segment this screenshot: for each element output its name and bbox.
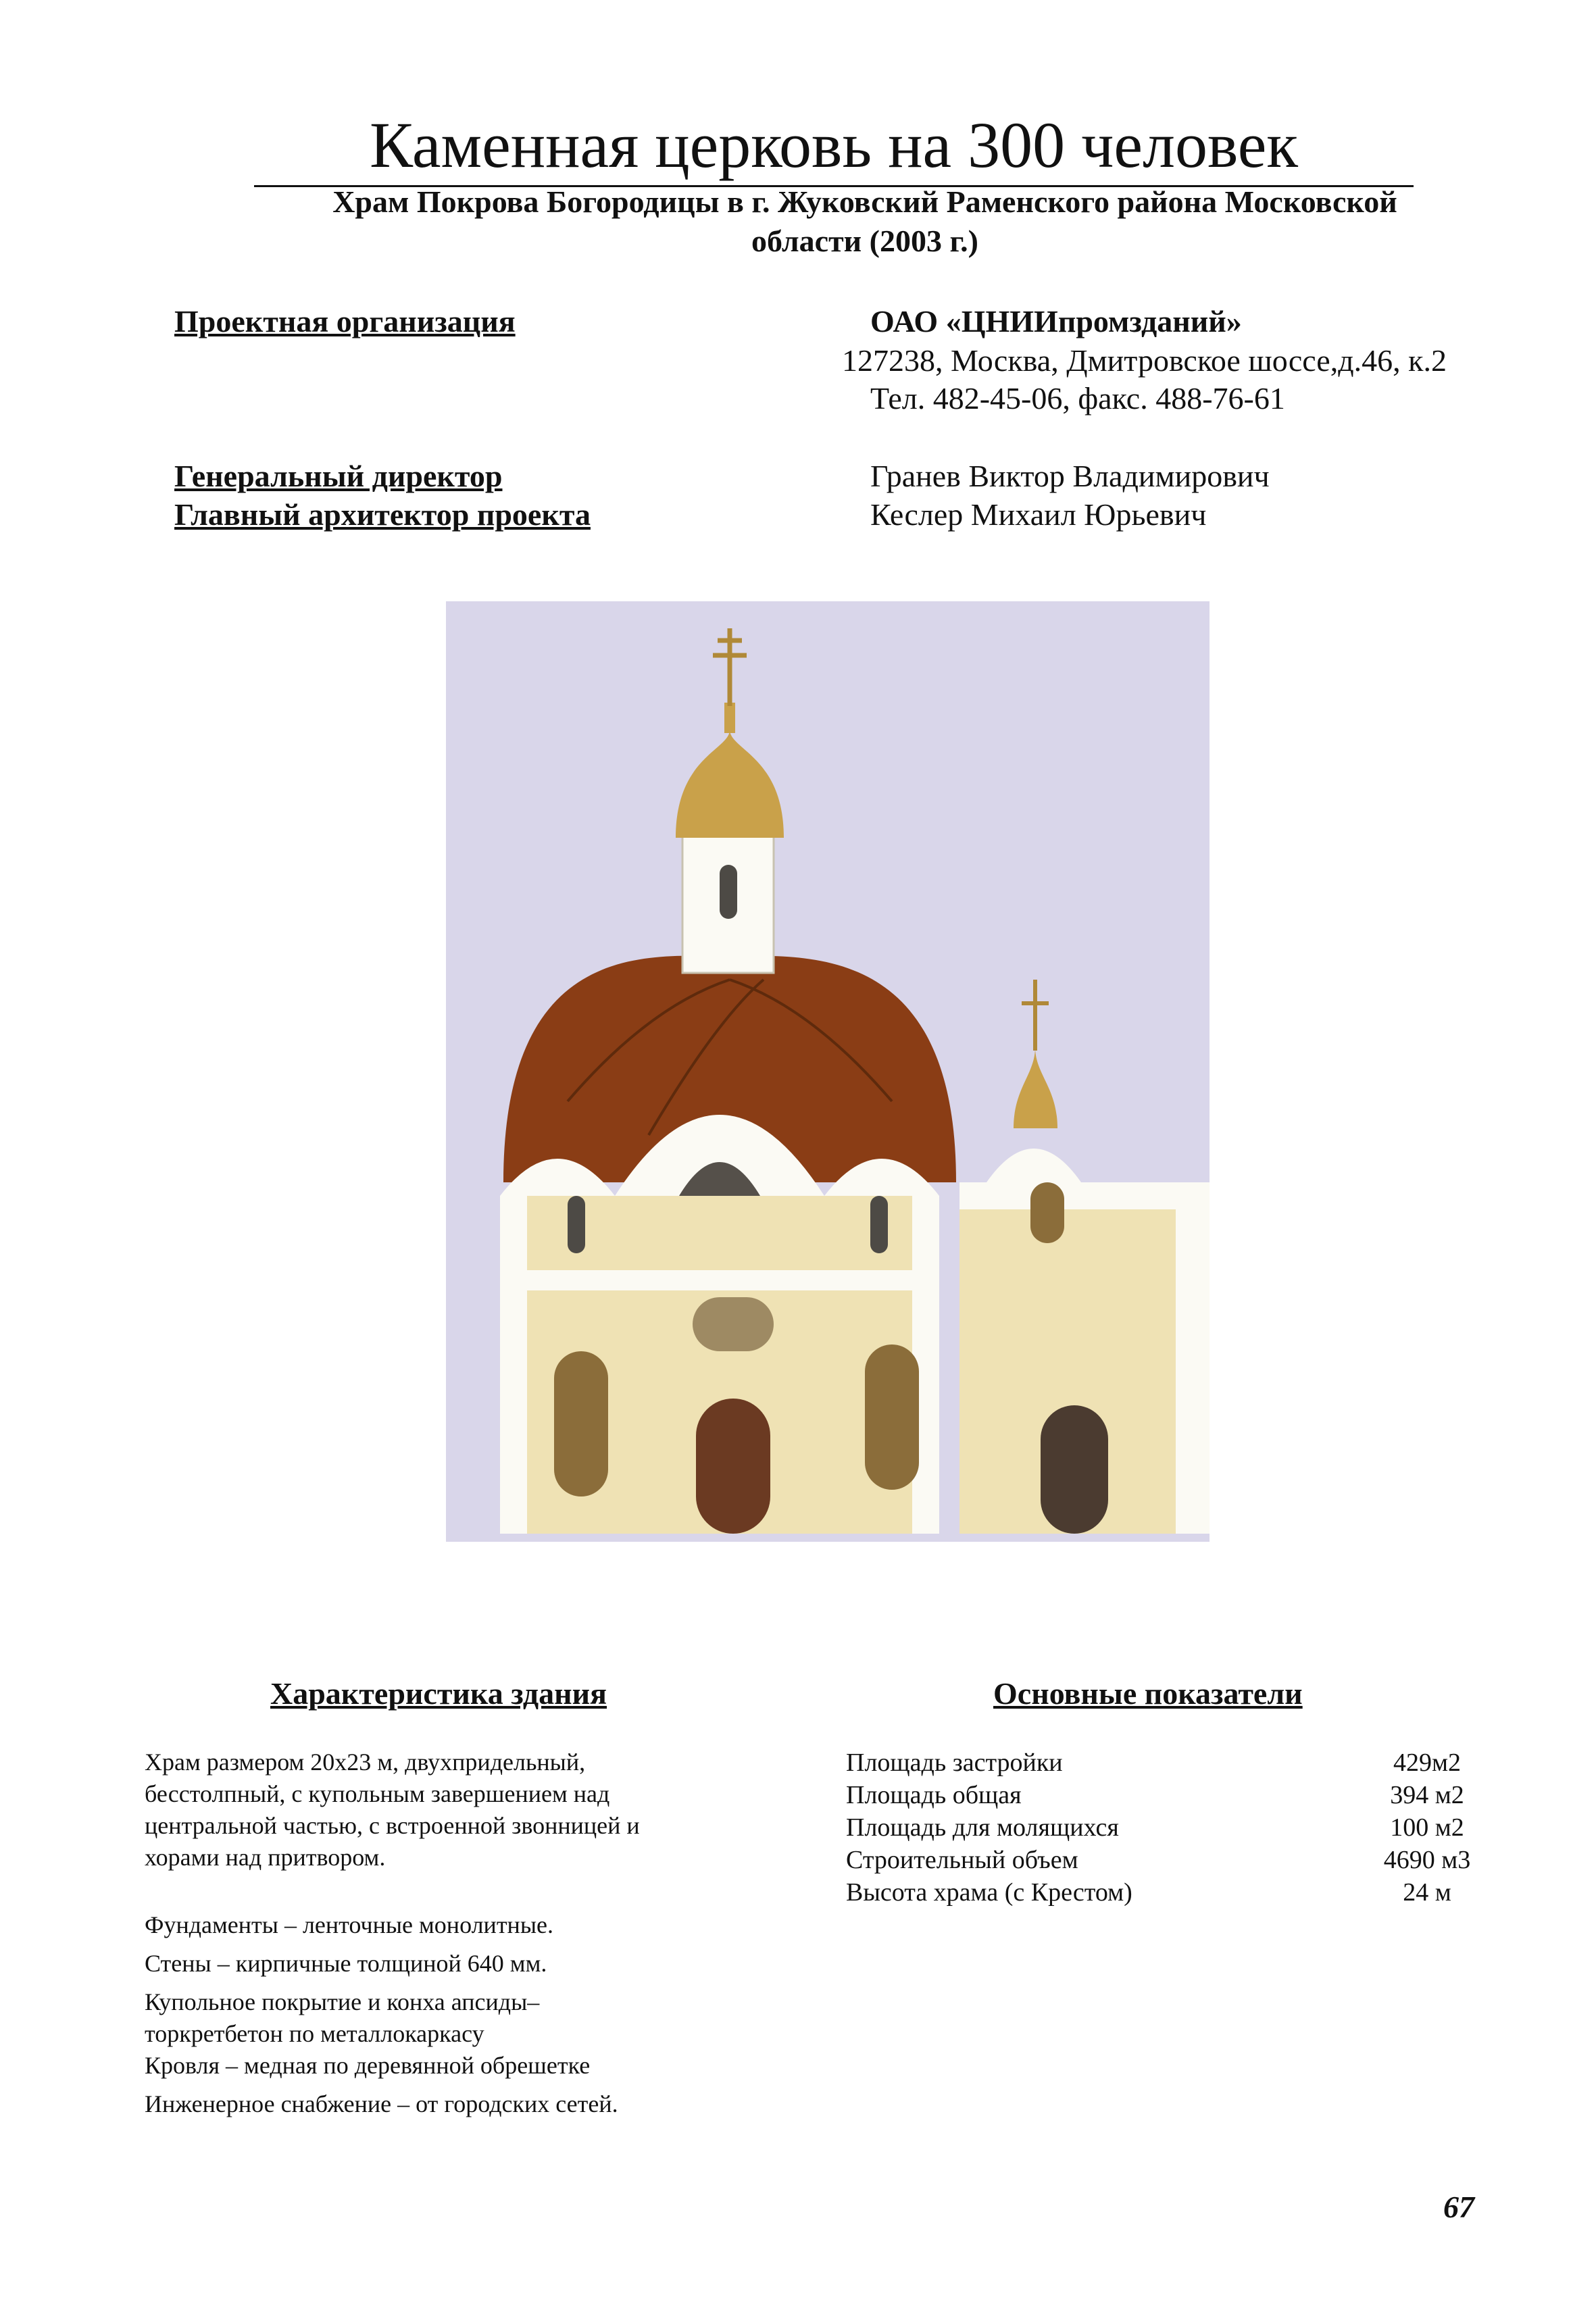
indicator-value: 429м2	[1393, 1749, 1462, 1777]
indicator-value: 100 м2	[1390, 1813, 1464, 1842]
feature-dome-1: Купольное покрытие и конха апсиды–	[145, 1988, 540, 2015]
indicator-row	[846, 1844, 1495, 1876]
belfry-door	[1041, 1405, 1108, 1534]
left-icon	[554, 1351, 608, 1496]
belfry-icon	[1030, 1182, 1064, 1243]
indicator-row	[846, 1811, 1495, 1844]
subtitle-line-2: области (2003 г.)	[751, 224, 978, 258]
features-description	[145, 1746, 753, 1873]
description-line-4: хорами над притвором.	[145, 1844, 386, 1871]
feature-roof: Кровля – медная по деревянной обрешетке	[145, 2052, 591, 2079]
architect-name: Кеслер Михаил Юрьевич	[870, 497, 1207, 532]
indicator-row	[846, 1746, 1495, 1779]
org-phone: Тел. 482-45-06, факс. 488-76-61	[870, 381, 1285, 416]
director-label: Генеральный директор	[174, 459, 503, 493]
indicator-row	[846, 1876, 1495, 1909]
description-line-1: Храм размером 20х23 м, двухпридельный,	[145, 1749, 586, 1776]
church-rendering	[446, 601, 1210, 1542]
features-heading: Характеристика здания	[270, 1676, 607, 1711]
description-line-2: бесстолпный, с купольным завершением над	[145, 1780, 610, 1807]
belfry-pilaster	[1176, 1182, 1210, 1534]
indicator-value: 24 м	[1403, 1878, 1451, 1907]
pilaster-left	[500, 1196, 527, 1534]
subtitle	[257, 182, 1473, 261]
main-door	[696, 1399, 770, 1534]
director-name: Гранев Виктор Владимирович	[870, 459, 1270, 493]
feature-walls: Стены – кирпичные толщиной 640 мм.	[145, 1950, 547, 1977]
indicator-name: Площадь застройки	[846, 1749, 1063, 1777]
description-line-3: центральной частью, с встроенной звонницей и	[145, 1812, 640, 1839]
indicator-name: Строительный объем	[846, 1846, 1078, 1874]
architect-label: Главный архитектор проекта	[174, 497, 591, 532]
org-address: 127238, Москва, Дмитровское шоссе,д.46, к.2	[842, 343, 1447, 378]
indicator-name: Площадь для молящихся	[846, 1813, 1119, 1842]
right-window	[870, 1196, 888, 1253]
feature-utilities: Инженерное снабжение – от городских сетей.	[145, 2090, 618, 2117]
indicators-table	[846, 1746, 1495, 1909]
cupola-finial	[724, 703, 735, 733]
features-list	[145, 1909, 820, 2120]
indicator-value: 394 м2	[1390, 1781, 1464, 1809]
indicator-value: 4690 м3	[1383, 1846, 1471, 1874]
indicator-name: Площадь общая	[846, 1781, 1022, 1809]
feature-dome-2: торкретбетон по металлокаркасу	[145, 2020, 484, 2047]
feature-foundation: Фундаменты – ленточные монолитные.	[145, 1911, 553, 1938]
left-window	[568, 1196, 585, 1253]
indicator-name: Высота храма (с Крестом)	[846, 1878, 1132, 1907]
org-name: ОАО «ЦНИИпромзданий»	[870, 304, 1242, 338]
drum-window	[720, 865, 737, 919]
indicators-heading: Основные показатели	[993, 1676, 1303, 1711]
indicator-row	[846, 1779, 1495, 1811]
page-title: Каменная церковь на 300 человек	[254, 108, 1414, 187]
org-label: Проектная организация	[174, 304, 516, 338]
center-icon	[693, 1297, 774, 1351]
cornice	[500, 1270, 939, 1290]
right-icon	[865, 1344, 919, 1490]
page-number: 67	[1443, 2190, 1474, 2224]
subtitle-line-1: Храм Покрова Богородицы в г. Жуковский Раменского района Московской	[332, 184, 1397, 219]
